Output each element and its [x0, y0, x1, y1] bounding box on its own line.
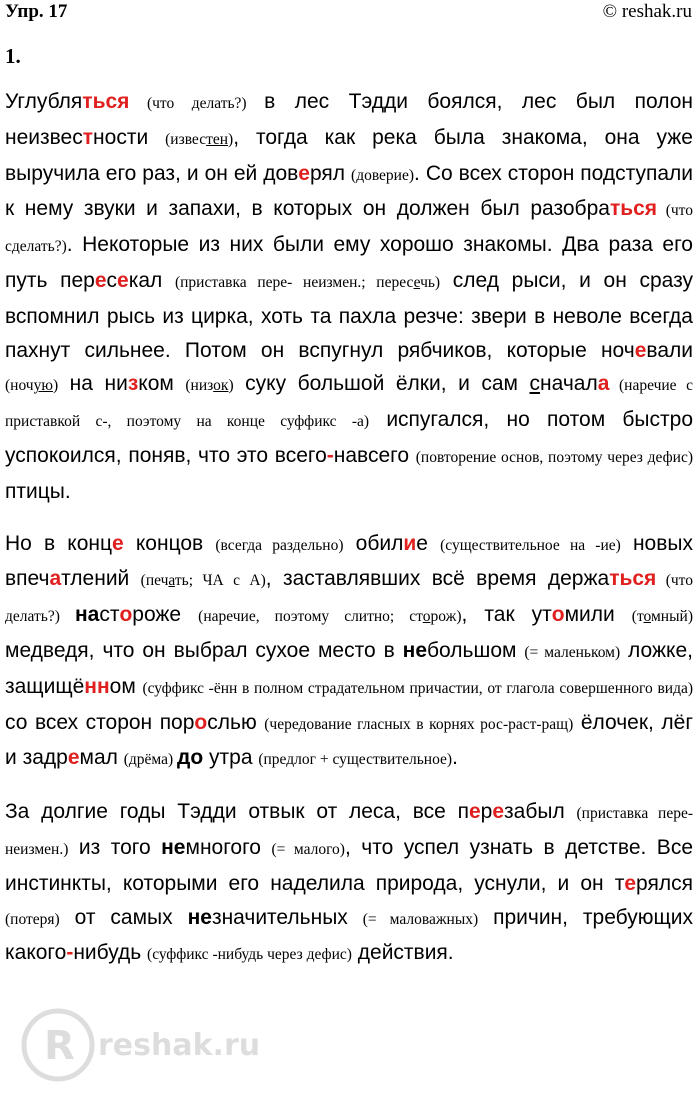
text-run: со всех сторон пор [5, 710, 195, 734]
note-run: мный) [651, 608, 693, 626]
text-run: . Со всех сторон подступали к нему звуки и запахи, в которых он должен был разобра [5, 161, 693, 221]
note-underlined: о [422, 608, 431, 626]
text-run: с [106, 268, 118, 292]
note-run: (печ [140, 572, 169, 590]
text-run: ком [138, 372, 186, 396]
text-run: кал [128, 268, 175, 292]
note-run: (= малого) [271, 840, 345, 858]
text-run: на ни [58, 372, 128, 396]
marked-letter: е [117, 268, 129, 292]
text-run: рялся [636, 871, 693, 895]
note-run: (наречие, поэтому слитно; ст [198, 608, 423, 626]
note-run: (приставка пере- неизмен.) [5, 805, 693, 858]
text-run: слью [207, 710, 265, 734]
note-underlined: тен [206, 130, 229, 148]
note-run: чь) [420, 273, 441, 291]
text-run: большом [427, 638, 525, 662]
marked-letter: - [66, 941, 74, 965]
text-run: мили [564, 603, 632, 627]
text-run: утра [203, 746, 259, 770]
text-run: , что успел узнать в детстве. Все инстинкты, которыми его наделила природа, уснули, и он т [5, 835, 693, 895]
text-run: след рыси, и он сразу вспомнил рысь из цирка, хоть та пахла резче: звери в неволе всегда пахнут сильнее. Потом он вспугнул рябчиков, которые ноч [5, 268, 693, 362]
note-run: (т [631, 608, 644, 626]
note-run: ть; ЧА с А) [174, 572, 266, 590]
text-run: нибудь [73, 941, 148, 965]
text-run: испугался, но потом быстро успокоился, поняв, что это всего [5, 408, 694, 467]
note-run: (суффикс -нибудь через дефис) [147, 946, 352, 964]
text-run: ёлочек, лёг и задр [5, 710, 693, 770]
exercise-title: Упр. 17 [5, 1, 68, 22]
note-run: (предлог + существительное) [258, 751, 453, 769]
note-run: ) [228, 130, 234, 148]
note-underlined: о [643, 608, 651, 626]
text-run: ложке, защищё [5, 638, 693, 698]
marked-letter: е [468, 800, 481, 824]
note-run: (наречие с приставкой с-, поэтому на конце суффикс -а) [5, 377, 693, 431]
bold-run: до [177, 746, 204, 770]
paragraph [5, 527, 693, 778]
note-run: (= маленьком) [524, 643, 621, 661]
marked-letter: а [49, 567, 62, 591]
marked-letter: о [551, 603, 565, 627]
text-run: е [416, 531, 441, 555]
note-run: ) [52, 377, 59, 395]
text-run: обил [343, 531, 404, 555]
note-run: рож) [430, 608, 462, 626]
marked-letter: - [326, 443, 334, 467]
marked-letter: о [194, 710, 208, 734]
marked-letter: е [112, 531, 124, 555]
text-run: медведя, что он выбрал сухое место в [5, 638, 403, 662]
note-run: (доверие) [351, 166, 415, 184]
note-run: (приставка пере- неизмен.; перес [174, 273, 414, 291]
text-run: роже [132, 603, 199, 627]
note-run: (суффикс -ённ в полном страдательном причастии, от глагола совершенного вида) [142, 679, 694, 697]
text-run: . [452, 746, 458, 770]
note-run: (дрёма) [123, 751, 178, 769]
text-run: концов [123, 531, 216, 555]
note-run: (всегда раздельно) [215, 536, 344, 554]
text-run: птицы. [5, 479, 71, 503]
text-run: ом [109, 674, 143, 698]
task-number: 1. [5, 44, 21, 68]
note-run: (что делать?) [5, 572, 694, 626]
svg-text:R: R [44, 1023, 75, 1069]
marked-letter: а [597, 372, 610, 396]
marked-letter: и [403, 531, 417, 555]
marked-ending: ться [609, 197, 658, 221]
text-run: новых впеч [5, 531, 693, 591]
note-run: (существительное на -ие) [440, 536, 621, 554]
marked-letter: о [119, 603, 133, 627]
text-run: значительных [211, 905, 363, 929]
text-run: вали [646, 338, 693, 362]
text-run: Углубля [5, 90, 83, 113]
text-run: За долгие годы Тэдди отвык от леса, все п [5, 800, 469, 824]
text-run: ст [99, 603, 120, 627]
marked-letter: е [634, 338, 647, 362]
marked-letter: т [82, 125, 94, 149]
text-run: р [480, 800, 493, 824]
note-run: (потеря) [5, 910, 60, 928]
note-underlined: ок [213, 377, 229, 395]
watermark-text: reshak.ru [98, 1028, 261, 1063]
text-run: Но в конц [5, 531, 113, 555]
note-run: (чередование гласных в корнях рос-раст-ращ) [264, 715, 574, 733]
marked-letter: е [492, 800, 505, 824]
underlined-letter: с [529, 372, 541, 396]
paragraph [5, 85, 693, 509]
text-run: причин, требующих какого [5, 905, 693, 965]
text-run: навсего [333, 443, 416, 467]
note-underlined: е [413, 273, 421, 291]
text-run: суку большой ёлки, и сам [233, 372, 530, 396]
text-run: ности [93, 125, 166, 149]
watermark-logo [18, 1005, 261, 1085]
marked-letter: е [624, 871, 637, 895]
text-run: рял [309, 161, 352, 185]
bold-run: не [402, 638, 428, 662]
note-run: (что делать?) [129, 95, 265, 112]
note-underlined: ую [33, 377, 53, 395]
note-run: (что сделать?) [5, 202, 693, 256]
text-run: многого [185, 835, 272, 859]
note-run: (ноч [5, 377, 34, 395]
text-run: , заставлявших всё время держа [265, 567, 610, 591]
marked-letter: е [67, 746, 80, 770]
marked-letter: е [94, 268, 107, 292]
note-underlined: а [168, 572, 175, 590]
text-run: от самых [59, 905, 188, 929]
note-run: (низ [185, 377, 214, 395]
text-run: в лес Тэдди боялся, лес был полон неизвес [5, 90, 693, 149]
marked-ending: ться [82, 90, 130, 113]
bold-run: не [187, 905, 212, 929]
paragraph [5, 795, 693, 972]
text-run: забыл [504, 800, 577, 824]
text-run: действия. [351, 941, 454, 965]
marked-letter: е [298, 161, 310, 185]
note-run: (повторение основ, поэтому через дефис) [415, 448, 693, 466]
marked-ending: ться [609, 567, 657, 591]
text-run: , тогда как река была знакома, она уже выручила его раз, и он ей дов [5, 125, 693, 185]
note-run: (извес [165, 130, 207, 148]
text-run: тлений [61, 567, 141, 591]
answer-text [5, 85, 693, 972]
marked-letter: з [127, 372, 139, 396]
bold-run: не [161, 835, 186, 859]
text-run: . Некоторые из них были ему хорошо знакомы. Два раза его путь пер [5, 233, 693, 292]
note-run: ) [228, 377, 234, 395]
marked-letter: нн [84, 674, 110, 698]
text-run: начал [540, 372, 598, 396]
text-run: мал [79, 746, 124, 770]
text-run: , так ут [461, 603, 552, 627]
bold-run: на [74, 603, 100, 627]
note-run: (= маловажных) [362, 910, 479, 928]
text-run: из того [68, 835, 162, 859]
site-credit: © reshak.ru [602, 1, 692, 22]
